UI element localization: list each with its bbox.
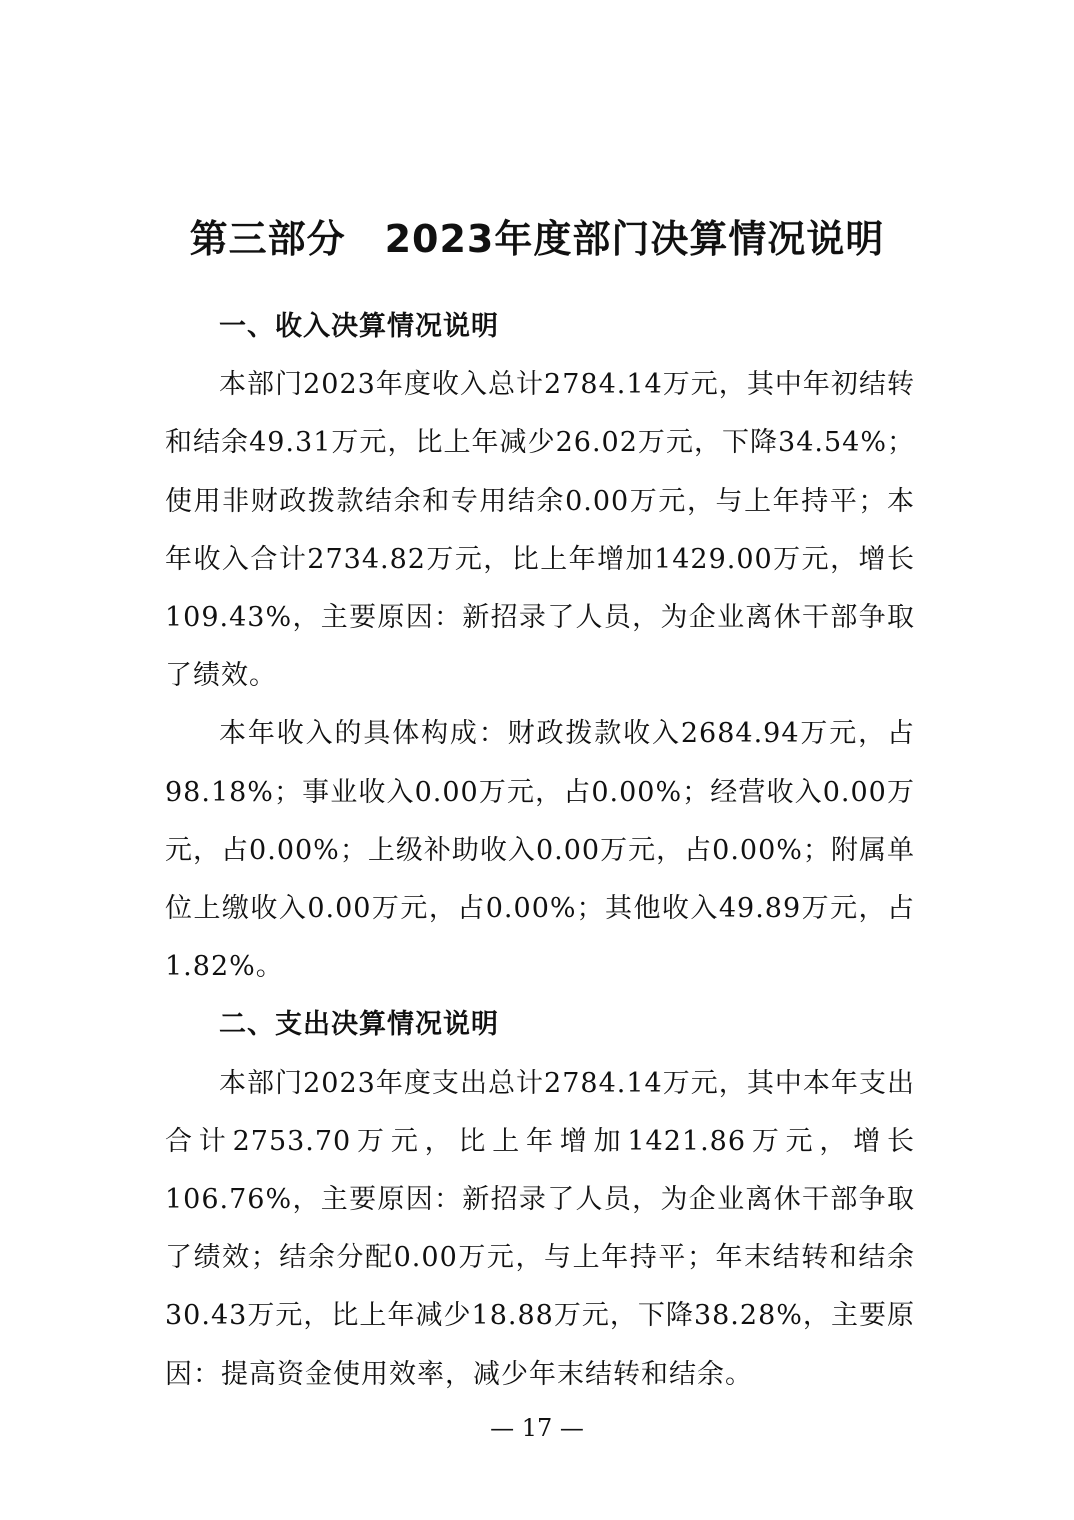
expenditure-summary-paragraph: 本部门2023年度支出总计2784.14万元，其中本年支出合计2753.70万元，比上年增加1421.86万元，增长106.76%，主要原因：新招录了人员，为企业离休干部争取了绩效；结余分配0.00万元，与上年持平；年末结转和结余30.43万元，比上年减少18.88万元，下降38.28%，主要原因：提高资金使用效率，减少年末结转和结余。 bbox=[165, 1067, 915, 1390]
document-body bbox=[165, 298, 915, 1404]
section-heading-income: 一、收入决算情况说明 bbox=[219, 311, 499, 342]
income-summary-paragraph: 本部门2023年度收入总计2784.14万元，其中年初结转和结余49.31万元，比上年减少26.02万元，下降34.54%；使用非财政拨款结余和专用结余0.00万元，与上年持平；本年收入合计2734.82万元，比上年增加1429.00万元，增长109.43%，主要原因：新招录了人员，为企业离休干部争取了绩效。 bbox=[165, 369, 915, 692]
page-title: 第三部分 2023年度部门决算情况说明 bbox=[189, 217, 885, 262]
income-composition-paragraph: 本年收入的具体构成：财政拨款收入2684.94万元，占98.18%；事业收入0.00万元，占0.00%；经营收入0.00万元，占0.00%；上级补助收入0.00万元，占0.00%；附属单位上缴收入0.00万元，占0.00%；其他收入49.89万元，占1.82%。 bbox=[165, 718, 915, 983]
section-heading-expenditure: 二、支出决算情况说明 bbox=[219, 1009, 499, 1041]
page-number: — 17 — bbox=[490, 1414, 584, 1442]
